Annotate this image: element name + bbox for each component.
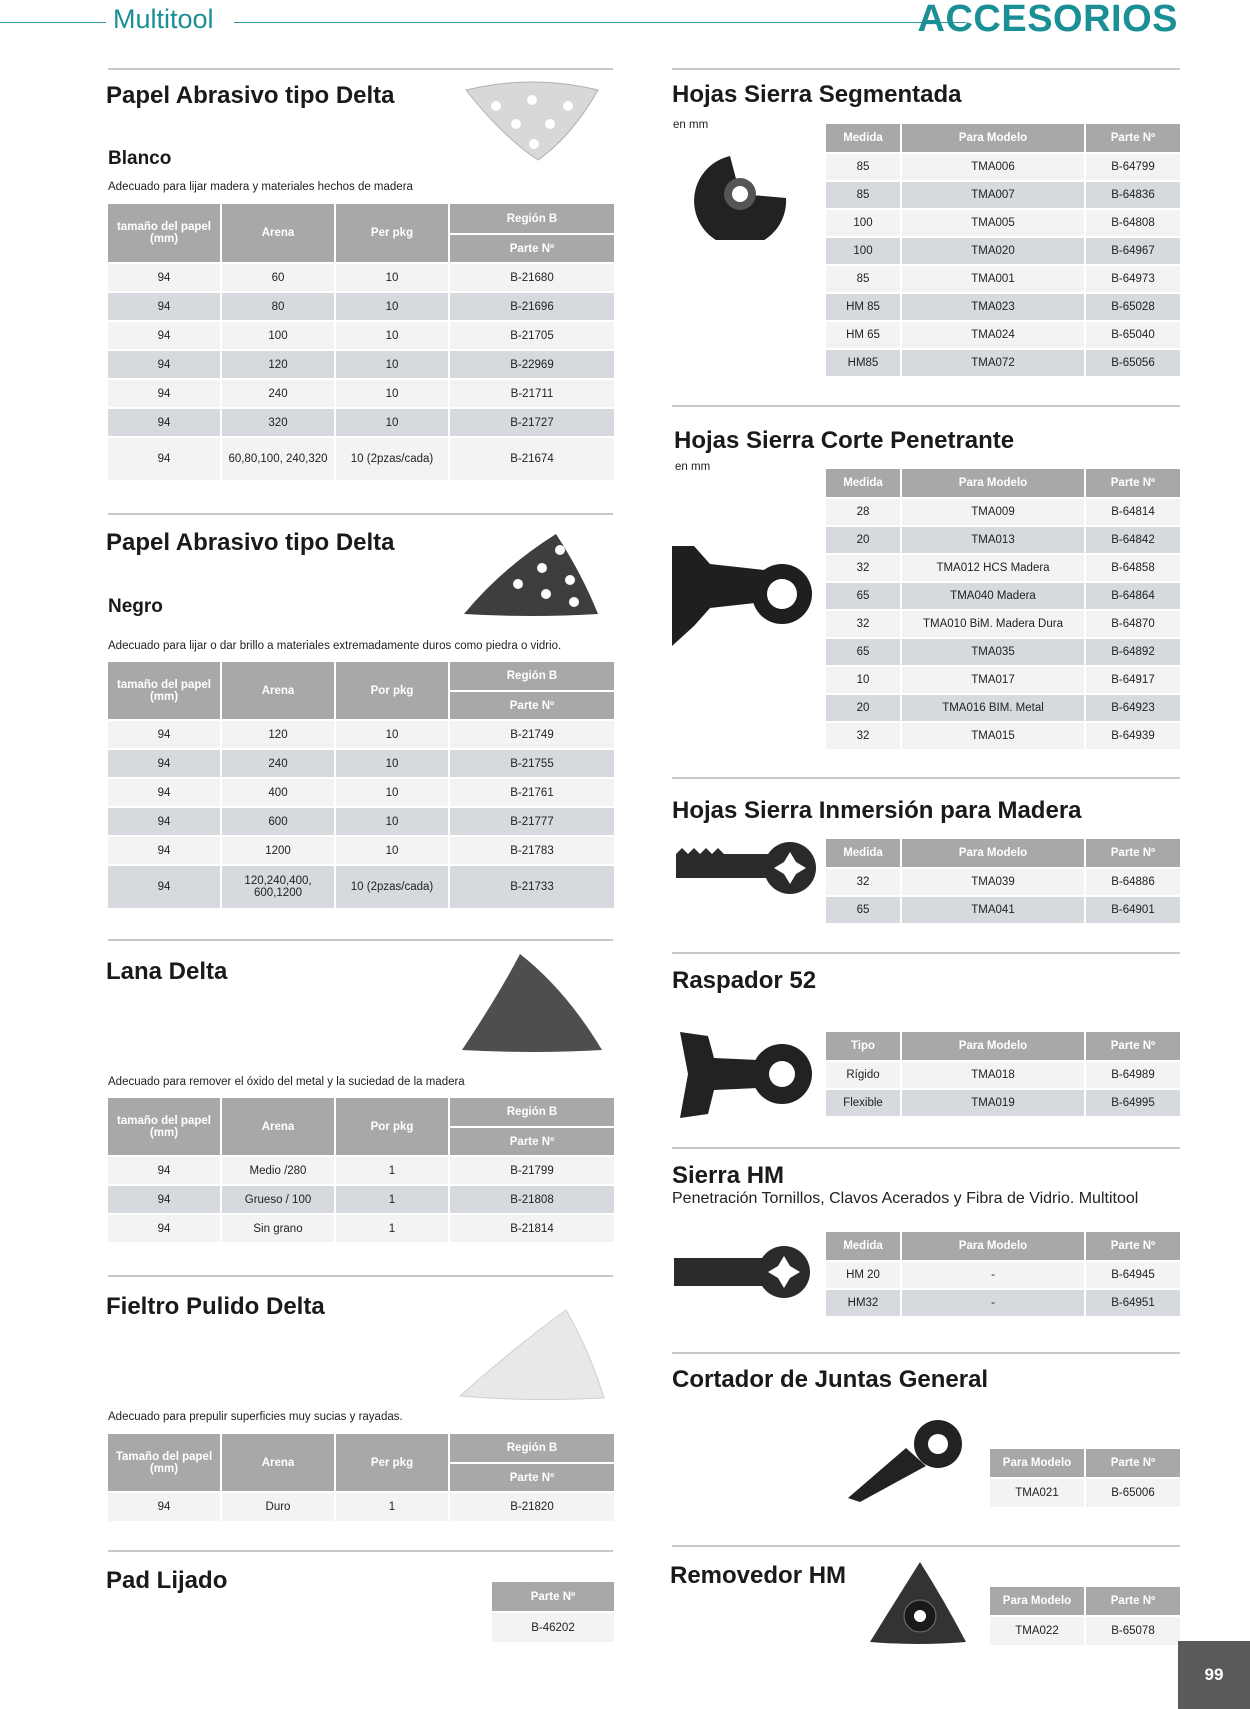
table-cell: B-21705 bbox=[450, 322, 614, 349]
table-sierra-hm bbox=[824, 1230, 1182, 1318]
section-title-removedor: Removedor HM bbox=[670, 1562, 847, 1589]
table-cell: 94 bbox=[108, 351, 220, 378]
table-cell: - bbox=[902, 1262, 1084, 1288]
table-row bbox=[108, 750, 614, 777]
section-rule bbox=[108, 1275, 613, 1277]
table-cell: B-64973 bbox=[1086, 266, 1180, 292]
col-header: tamaño del papel (mm) bbox=[108, 662, 220, 719]
table-cell: HM 65 bbox=[826, 322, 900, 348]
col-header: Parte Nº bbox=[492, 1582, 614, 1611]
col-header: Parte Nº bbox=[450, 235, 614, 262]
table-cell: B-64858 bbox=[1086, 555, 1180, 581]
col-header: Parte Nº bbox=[450, 692, 614, 719]
table-cell: B-21820 bbox=[450, 1493, 614, 1521]
col-header: Por pkg bbox=[336, 662, 448, 719]
page-number: 99 bbox=[1178, 1641, 1250, 1709]
table-cell: 60,80,100, 240,320 bbox=[222, 438, 334, 480]
table-cell: 85 bbox=[826, 266, 900, 292]
table-cell: 20 bbox=[826, 527, 900, 553]
table-cell: 1 bbox=[336, 1493, 448, 1521]
table-row bbox=[990, 1479, 1180, 1507]
table-cell: B-21674 bbox=[450, 438, 614, 480]
table-row bbox=[108, 1493, 614, 1521]
table-cell: Duro bbox=[222, 1493, 334, 1521]
table-cell: TMA016 BIM. Metal bbox=[902, 695, 1084, 721]
header-line-mid bbox=[234, 22, 966, 23]
col-header: Parte Nº bbox=[1086, 124, 1180, 152]
col-header: Medida bbox=[826, 469, 900, 497]
table-inmersion bbox=[824, 837, 1182, 925]
table-row bbox=[826, 583, 1180, 609]
section-rule bbox=[108, 939, 613, 941]
table-cell: 65 bbox=[826, 897, 900, 923]
table-cell: B-21808 bbox=[450, 1186, 614, 1213]
table-cell: 94 bbox=[108, 293, 220, 320]
table-cell: B-64814 bbox=[1086, 499, 1180, 525]
table-cell: B-21749 bbox=[450, 721, 614, 748]
table-cell: Sin grano bbox=[222, 1215, 334, 1242]
header-section: Multitool bbox=[113, 4, 214, 34]
table-cell: B-21755 bbox=[450, 750, 614, 777]
black-delta-sandpaper-image bbox=[462, 528, 602, 623]
section-subtitle-sierra-hm: Penetración Tornillos, Clavos Acerados y Fibra de Vidrio. Multitool bbox=[672, 1190, 1139, 1207]
table-cell: B-64892 bbox=[1086, 639, 1180, 665]
section-title-blanco: Papel Abrasivo tipo Delta bbox=[106, 82, 395, 109]
table-cell: B-21799 bbox=[450, 1157, 614, 1184]
col-header: Per pkg bbox=[336, 1434, 448, 1491]
table-row bbox=[826, 182, 1180, 208]
table-cell: B-64799 bbox=[1086, 154, 1180, 180]
header-line-left bbox=[0, 22, 106, 23]
table-row bbox=[826, 667, 1180, 693]
col-header: tamaño del papel (mm) bbox=[108, 1098, 220, 1155]
table-cell: TMA010 BiM. Madera Dura bbox=[902, 611, 1084, 637]
table-cell: B-64995 bbox=[1086, 1090, 1180, 1116]
table-cell: 65 bbox=[826, 583, 900, 609]
section-rule bbox=[672, 1352, 1180, 1354]
col-header: Parte Nº bbox=[1086, 1032, 1180, 1060]
table-cell: 94 bbox=[108, 1493, 220, 1521]
table-cell: 32 bbox=[826, 555, 900, 581]
section-rule bbox=[108, 1550, 613, 1552]
table-cell: 320 bbox=[222, 409, 334, 436]
table-cell: HM 85 bbox=[826, 294, 900, 320]
table-cell: 1 bbox=[336, 1186, 448, 1213]
table-cell: TMA009 bbox=[902, 499, 1084, 525]
table-cell: 94 bbox=[108, 1157, 220, 1184]
table-row bbox=[826, 723, 1180, 749]
table-row bbox=[108, 837, 614, 864]
section-desc-negro: Adecuado para lijar o dar brillo a materiales extremadamente duros como piedra o vidrio. bbox=[108, 640, 562, 652]
table-cell: 10 bbox=[336, 779, 448, 806]
delta-wool-pad-image bbox=[458, 950, 606, 1059]
table-cell: 10 bbox=[336, 264, 448, 291]
table-fieltro bbox=[106, 1432, 616, 1523]
table-cell: 94 bbox=[108, 380, 220, 407]
table-row bbox=[108, 409, 614, 436]
header-category: ACCESORIOS bbox=[917, 0, 1178, 40]
table-cell: 10 bbox=[336, 750, 448, 777]
table-cell: B-46202 bbox=[492, 1613, 614, 1642]
unit-label: en mm bbox=[673, 119, 709, 131]
col-header: Parte Nº bbox=[1086, 839, 1180, 867]
table-cell: 240 bbox=[222, 750, 334, 777]
table-row bbox=[990, 1617, 1180, 1645]
table-cell: B-64808 bbox=[1086, 210, 1180, 236]
col-header: Parte Nº bbox=[1086, 469, 1180, 497]
col-header: Región B bbox=[450, 662, 614, 690]
table-cell: 60 bbox=[222, 264, 334, 291]
table-negro bbox=[106, 660, 616, 910]
col-header: Parte Nº bbox=[450, 1128, 614, 1155]
table-cell: TMA006 bbox=[902, 154, 1084, 180]
table-cell: 94 bbox=[108, 1215, 220, 1242]
table-segmentada bbox=[824, 122, 1182, 378]
section-title-sierra-hm: Sierra HM bbox=[672, 1162, 785, 1189]
table-lana bbox=[106, 1096, 616, 1244]
table-cell: 94 bbox=[108, 837, 220, 864]
col-header: Región B bbox=[450, 1434, 614, 1462]
table-cell: 240 bbox=[222, 380, 334, 407]
col-header: Medida bbox=[826, 839, 900, 867]
table-blanco bbox=[106, 202, 616, 482]
table-cell: B-64870 bbox=[1086, 611, 1180, 637]
segmented-blade-image bbox=[690, 154, 790, 245]
table-cell: TMA017 bbox=[902, 667, 1084, 693]
table-row bbox=[108, 351, 614, 378]
table-row bbox=[108, 1215, 614, 1242]
table-cell: B-65056 bbox=[1086, 350, 1180, 376]
section-title-pad: Pad Lijado bbox=[106, 1567, 228, 1594]
table-cell: TMA012 HCS Madera bbox=[902, 555, 1084, 581]
col-header: Medida bbox=[826, 1232, 900, 1260]
table-cell: 10 bbox=[336, 837, 448, 864]
table-cell: 32 bbox=[826, 869, 900, 895]
table-row bbox=[826, 1062, 1180, 1088]
table-cell: Rígido bbox=[826, 1062, 900, 1088]
table-removedor bbox=[988, 1585, 1182, 1647]
white-delta-sandpaper-image bbox=[462, 80, 602, 169]
table-cell: TMA039 bbox=[902, 869, 1084, 895]
col-header: tamaño del papel (mm) bbox=[108, 204, 220, 262]
section-title-negro: Papel Abrasivo tipo Delta bbox=[106, 529, 395, 556]
table-cell: TMA018 bbox=[902, 1062, 1084, 1088]
section-title-cortador: Cortador de Juntas General bbox=[672, 1366, 989, 1393]
table-cell: 32 bbox=[826, 723, 900, 749]
table-cell: 94 bbox=[108, 779, 220, 806]
col-header: Per pkg bbox=[336, 204, 448, 262]
section-title-fieltro: Fieltro Pulido Delta bbox=[106, 1293, 325, 1320]
table-pad bbox=[490, 1580, 616, 1644]
table-cell: TMA021 bbox=[990, 1479, 1084, 1507]
table-cell: Flexible bbox=[826, 1090, 900, 1116]
table-cell: B-64951 bbox=[1086, 1290, 1180, 1316]
table-cell: 600 bbox=[222, 808, 334, 835]
col-header: Para Modelo bbox=[990, 1449, 1084, 1477]
table-cell: TMA015 bbox=[902, 723, 1084, 749]
table-cell: 10 bbox=[336, 322, 448, 349]
table-row bbox=[826, 555, 1180, 581]
table-row bbox=[108, 1157, 614, 1184]
table-row bbox=[826, 695, 1180, 721]
table-cell: 80 bbox=[222, 293, 334, 320]
table-cell: 94 bbox=[108, 866, 220, 908]
table-row bbox=[826, 869, 1180, 895]
section-title-raspador: Raspador 52 bbox=[672, 967, 817, 994]
table-cell: TMA040 Madera bbox=[902, 583, 1084, 609]
table-cell: TMA005 bbox=[902, 210, 1084, 236]
table-cell: TMA020 bbox=[902, 238, 1084, 264]
table-cell: 94 bbox=[108, 750, 220, 777]
table-row bbox=[492, 1613, 614, 1642]
table-cell: B-64836 bbox=[1086, 182, 1180, 208]
table-cell: Medio /280 bbox=[222, 1157, 334, 1184]
table-cell: B-21814 bbox=[450, 1215, 614, 1242]
section-rule bbox=[672, 68, 1180, 70]
wood-plunge-blade-image bbox=[674, 840, 820, 901]
col-header: Medida bbox=[826, 124, 900, 152]
table-cell: B-64923 bbox=[1086, 695, 1180, 721]
col-header: Para Modelo bbox=[902, 1232, 1084, 1260]
table-cell: B-64864 bbox=[1086, 583, 1180, 609]
table-cell: B-64886 bbox=[1086, 869, 1180, 895]
table-cell: TMA035 bbox=[902, 639, 1084, 665]
table-cell: B-21783 bbox=[450, 837, 614, 864]
table-row bbox=[826, 154, 1180, 180]
table-cell: 10 bbox=[336, 721, 448, 748]
table-row bbox=[826, 611, 1180, 637]
table-cell: TMA022 bbox=[990, 1617, 1084, 1645]
table-cell: 94 bbox=[108, 808, 220, 835]
table-cell: Grueso / 100 bbox=[222, 1186, 334, 1213]
table-cell: 120 bbox=[222, 721, 334, 748]
table-cell: TMA019 bbox=[902, 1090, 1084, 1116]
unit-label: en mm bbox=[675, 461, 711, 473]
section-rule bbox=[672, 1147, 1180, 1149]
table-row bbox=[108, 322, 614, 349]
table-cell: B-64967 bbox=[1086, 238, 1180, 264]
table-cell: - bbox=[902, 1290, 1084, 1316]
table-cell: B-65040 bbox=[1086, 322, 1180, 348]
col-header: Arena bbox=[222, 204, 334, 262]
table-cell: 28 bbox=[826, 499, 900, 525]
table-cell: 94 bbox=[108, 322, 220, 349]
hm-remover-image bbox=[866, 1560, 970, 1651]
table-row bbox=[108, 1186, 614, 1213]
table-cell: 94 bbox=[108, 409, 220, 436]
table-row bbox=[826, 350, 1180, 376]
table-cell: B-21761 bbox=[450, 779, 614, 806]
table-cell: B-22969 bbox=[450, 351, 614, 378]
table-row bbox=[826, 1290, 1180, 1316]
table-row bbox=[826, 527, 1180, 553]
table-cell: B-64945 bbox=[1086, 1262, 1180, 1288]
section-title-lana: Lana Delta bbox=[106, 958, 228, 985]
section-title-segmentada: Hojas Sierra Segmentada bbox=[672, 81, 962, 108]
table-cell: B-21680 bbox=[450, 264, 614, 291]
section-desc-blanco: Adecuado para lijar madera y materiales hechos de madera bbox=[108, 181, 413, 193]
section-rule bbox=[672, 1545, 1180, 1547]
table-row bbox=[826, 238, 1180, 264]
table-cell: TMA001 bbox=[902, 266, 1084, 292]
table-cell: B-21696 bbox=[450, 293, 614, 320]
table-penetrante bbox=[824, 467, 1182, 751]
col-header: Región B bbox=[450, 204, 614, 233]
col-header: Parte Nº bbox=[450, 1464, 614, 1491]
col-header: Tipo bbox=[826, 1032, 900, 1060]
table-cell: B-21733 bbox=[450, 866, 614, 908]
table-row bbox=[108, 721, 614, 748]
plunge-cut-blade-image bbox=[670, 540, 820, 655]
table-cell: B-65078 bbox=[1086, 1617, 1180, 1645]
section-desc-lana: Adecuado para remover el óxido del metal y la suciedad de la madera bbox=[108, 1076, 465, 1088]
table-cell: 94 bbox=[108, 1186, 220, 1213]
table-cell: 10 bbox=[336, 351, 448, 378]
table-cell: TMA013 bbox=[902, 527, 1084, 553]
table-cell: 10 bbox=[336, 293, 448, 320]
table-cell: 94 bbox=[108, 438, 220, 480]
table-row bbox=[108, 380, 614, 407]
table-cell: 20 bbox=[826, 695, 900, 721]
table-row bbox=[826, 1262, 1180, 1288]
table-cell: TMA024 bbox=[902, 322, 1084, 348]
table-cell: B-21727 bbox=[450, 409, 614, 436]
table-cell: TMA041 bbox=[902, 897, 1084, 923]
section-title-penetrante: Hojas Sierra Corte Penetrante bbox=[674, 427, 1015, 454]
table-cortador bbox=[988, 1447, 1182, 1509]
col-header: Arena bbox=[222, 1098, 334, 1155]
col-header: Tamaño del papel (mm) bbox=[108, 1434, 220, 1491]
table-cell: B-65006 bbox=[1086, 1479, 1180, 1507]
table-cell: B-64939 bbox=[1086, 723, 1180, 749]
table-cell: 10 (2pzas/cada) bbox=[336, 438, 448, 480]
col-header: Por pkg bbox=[336, 1098, 448, 1155]
table-cell: 1 bbox=[336, 1157, 448, 1184]
table-cell: B-64917 bbox=[1086, 667, 1180, 693]
table-cell: 94 bbox=[108, 264, 220, 291]
table-cell: B-64989 bbox=[1086, 1062, 1180, 1088]
col-header: Para Modelo bbox=[902, 1032, 1084, 1060]
col-header: Para Modelo bbox=[990, 1587, 1084, 1615]
table-cell: HM85 bbox=[826, 350, 900, 376]
table-cell: 10 bbox=[336, 409, 448, 436]
table-cell: 120,240,400, 600,1200 bbox=[222, 866, 334, 908]
table-row bbox=[108, 438, 614, 480]
table-cell: 10 bbox=[336, 380, 448, 407]
section-title-inmersion: Hojas Sierra Inmersión para Madera bbox=[672, 797, 1082, 824]
table-row bbox=[826, 1090, 1180, 1116]
joint-cutter-blade-image bbox=[846, 1418, 970, 1509]
table-cell: B-21777 bbox=[450, 808, 614, 835]
table-row bbox=[108, 293, 614, 320]
hm-saw-blade-image bbox=[672, 1244, 812, 1307]
col-header: Para Modelo bbox=[902, 124, 1084, 152]
table-cell: HM32 bbox=[826, 1290, 900, 1316]
table-row bbox=[826, 499, 1180, 525]
table-cell: HM 20 bbox=[826, 1262, 900, 1288]
col-header: Parte Nº bbox=[1086, 1587, 1180, 1615]
table-row bbox=[108, 264, 614, 291]
col-header: Arena bbox=[222, 662, 334, 719]
col-header: Parte Nº bbox=[1086, 1232, 1180, 1260]
col-header: Parte Nº bbox=[1086, 1449, 1180, 1477]
table-cell: B-64901 bbox=[1086, 897, 1180, 923]
table-row bbox=[826, 266, 1180, 292]
table-cell: 10 bbox=[336, 808, 448, 835]
table-cell: 100 bbox=[826, 210, 900, 236]
table-cell: 32 bbox=[826, 611, 900, 637]
col-header: Arena bbox=[222, 1434, 334, 1491]
section-desc-fieltro: Adecuado para prepulir superficies muy sucias y rayadas. bbox=[108, 1411, 403, 1423]
section-rule bbox=[108, 513, 613, 515]
table-cell: 100 bbox=[826, 238, 900, 264]
table-cell: 120 bbox=[222, 351, 334, 378]
section-rule bbox=[672, 952, 1180, 954]
table-cell: B-21711 bbox=[450, 380, 614, 407]
table-cell: 10 bbox=[826, 667, 900, 693]
table-cell: 1200 bbox=[222, 837, 334, 864]
table-row bbox=[826, 322, 1180, 348]
table-cell: B-64842 bbox=[1086, 527, 1180, 553]
section-rule bbox=[672, 405, 1180, 407]
table-cell: B-65028 bbox=[1086, 294, 1180, 320]
scraper-blade-image bbox=[678, 1030, 818, 1125]
table-raspador bbox=[824, 1030, 1182, 1118]
table-cell: 94 bbox=[108, 721, 220, 748]
table-cell: TMA072 bbox=[902, 350, 1084, 376]
table-row bbox=[108, 866, 614, 908]
table-row bbox=[826, 639, 1180, 665]
table-cell: 65 bbox=[826, 639, 900, 665]
table-cell: 400 bbox=[222, 779, 334, 806]
section-subtitle-negro: Negro bbox=[108, 596, 163, 617]
section-rule bbox=[108, 68, 613, 70]
table-cell: 10 (2pzas/cada) bbox=[336, 866, 448, 908]
table-row bbox=[826, 210, 1180, 236]
table-row bbox=[826, 294, 1180, 320]
felt-polishing-pad-image bbox=[456, 1306, 608, 1407]
col-header: Región B bbox=[450, 1098, 614, 1126]
table-row bbox=[108, 779, 614, 806]
section-rule bbox=[672, 777, 1180, 779]
table-row bbox=[108, 808, 614, 835]
section-subtitle-blanco: Blanco bbox=[108, 148, 172, 169]
col-header: Para Modelo bbox=[902, 469, 1084, 497]
col-header: Para Modelo bbox=[902, 839, 1084, 867]
table-cell: 85 bbox=[826, 154, 900, 180]
table-cell: 85 bbox=[826, 182, 900, 208]
table-cell: 1 bbox=[336, 1215, 448, 1242]
table-cell: TMA023 bbox=[902, 294, 1084, 320]
table-row bbox=[826, 897, 1180, 923]
table-cell: 100 bbox=[222, 322, 334, 349]
table-cell: TMA007 bbox=[902, 182, 1084, 208]
